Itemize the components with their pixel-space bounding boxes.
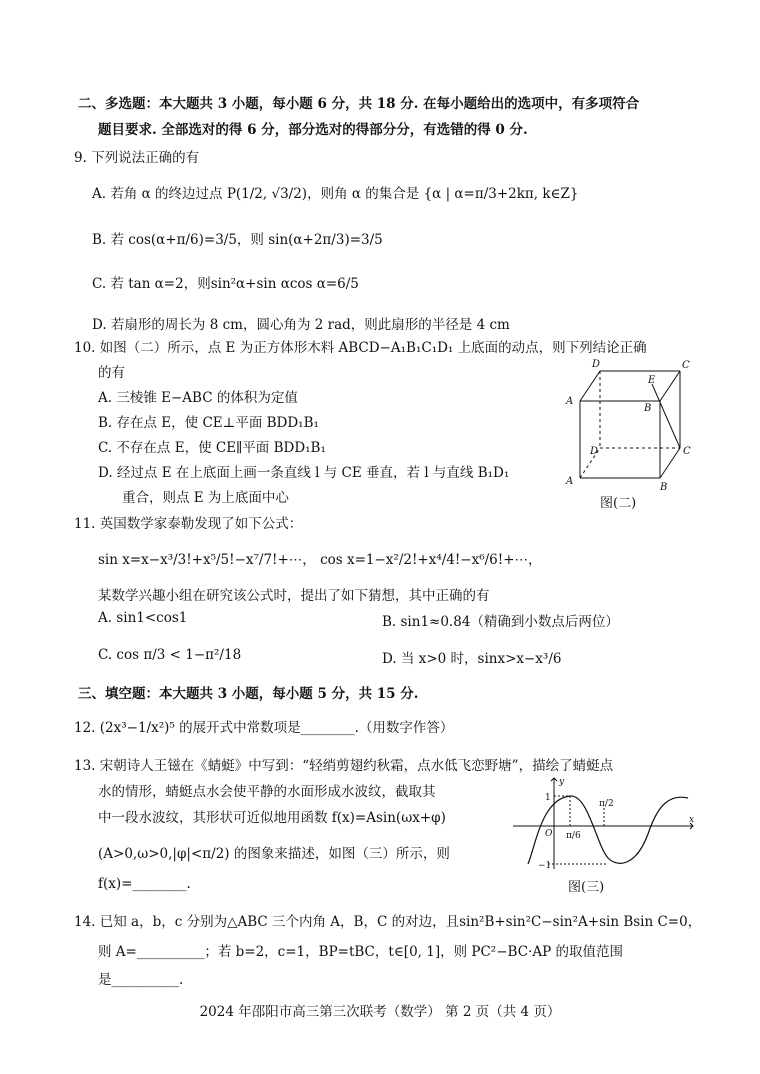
graph-tick-1: 1 [545,793,551,803]
q11-stem: 11. 英国数学家泰勒发现了如下公式： [74,516,303,532]
section2-header-line1: 二、多选题：本大题共 3 小题，每小题 6 分，共 18 分. 在每小题给出的选项中，有多项符合 [78,96,640,112]
label-e: E [648,375,656,386]
label-a: A [566,476,574,487]
q13-line2: 水的情形，蜻蜓点水会使平静的水面形成水波纹，截取其 [98,784,436,800]
section3-header: 三、填空题：本大题共 3 小题，每小题 5 分，共 15 分. [78,686,419,702]
q10-option-a: A. 三棱锥 E−ABC 的体积为定值 [98,390,298,406]
q9-option-a: A. 若角 α 的终边过点 P(1/2, √3/2)，则角 α 的集合是 {α | α=π/3+2kπ, k∈Z} [92,186,579,202]
q14-line3: 是__________. [98,972,184,988]
q12-text: 12. (2x³−1/x²)⁵ 的展开式中常数项是________.（用数字作答） [74,720,454,736]
cube-figure [560,356,700,506]
label-d: D [590,446,599,457]
q10-stem-line2: 的有 [98,365,125,381]
q11-option-d: D. 当 x>0 时，sinx>x−x³/6 [382,651,562,667]
q11-option-c: C. cos π/3 < 1−π²/18 [98,647,242,663]
q10-option-b: B. 存在点 E，使 CE⊥平面 BDD₁B₁ [98,415,319,431]
graph-x-label: x [689,815,695,825]
label-c: C [683,446,691,457]
q9-option-b: B. 若 cos(α+π/6)=3/5，则 sin(α+2π/3)=3/5 [92,232,383,248]
label-b: B [660,482,668,493]
q13-line3: 中一段水波纹，其形状可近似地用函数 f(x)=Asin(ωx+φ) [98,810,446,826]
q13-line5: f(x)=________. [98,876,191,892]
section2-header-line2: 题目要求. 全部选对的得 6 分，部分选对的得部分分，有选错的得 0 分. [98,122,528,138]
q9-option-c: C. 若 tan α=2，则sin²α+sin αcos α=6/5 [92,276,359,292]
q11-option-b: B. sin1≈0.84（精确到小数点后两位） [382,614,619,630]
graph-tick-pi6: π/6 [566,831,581,841]
label-b1: B [644,403,652,414]
q10-option-d-line2: 重合，则点 E 为上底面中心 [122,490,289,506]
label-a1: A [566,396,574,407]
q14-line2: 则 A=__________；若 b=2，c=1，BP=tBC，t∈[0, 1]，则 PC²−BC·AP 的取值范围 [98,944,623,960]
q10-option-d-line1: D. 经过点 E 在上底面上画一条直线 l 与 CE 垂直，若 l 与直线 B₁D₁ [98,465,510,481]
q11-taylor-formula: sin x=x−x³/3!+x⁵/5!−x⁷/7!+⋯， cos x=1−x²/2!+x⁴/4!−x⁶/6!+⋯， [98,552,542,568]
graph-tick-pi2: π/2 [599,799,614,809]
page-footer: 2024 年邵阳市高三第三次联考（数学） 第 2 页（共 4 页） [199,1004,561,1020]
q10-stem-line1: 10. 如图（二）所示，点 E 为正方体形木料 ABCD−A₁B₁C₁D₁ 上底面的动点，则下列结论正确 [74,340,647,356]
figure2-caption: 图(二) [600,496,637,511]
label-d1: D [592,359,601,370]
graph-origin-label: O [545,829,553,839]
q10-option-c: C. 不存在点 E，使 CE∥平面 BDD₁B₁ [98,440,326,456]
q11-option-a: A. sin1<cos1 [98,610,188,626]
q13-line4: (A>0,ω>0,|φ|<π/2) 的图象来描述，如图（三）所示，则 [98,846,450,862]
q9-stem: 9. 下列说法正确的有 [74,150,200,166]
graph-tick-neg1: −1 [538,861,552,871]
label-c1: C [682,360,690,371]
graph-y-label: y [559,777,565,787]
q14-line1: 14. 已知 a，b，c 分别为△ABC 三个内角 A，B，C 的对边，且sin²B+sin²C−sin²A+sin Bsin C=0， [74,914,702,930]
sine-graph-figure [508,774,698,874]
q9-option-d: D. 若扇形的周长为 8 cm，圆心角为 2 rad，则此扇形的半径是 4 cm [92,317,510,333]
q11-intro: 某数学兴趣小组在研究该公式时，提出了如下猜想，其中正确的有 [98,588,490,604]
figure3-caption: 图(三) [568,880,605,895]
q13-line1: 13. 宋朝诗人王镃在《蜻蜓》中写到：“轻绡剪翅约秋霜，点水低飞恋野塘”，描绘了蜻蜓点 [74,758,614,774]
